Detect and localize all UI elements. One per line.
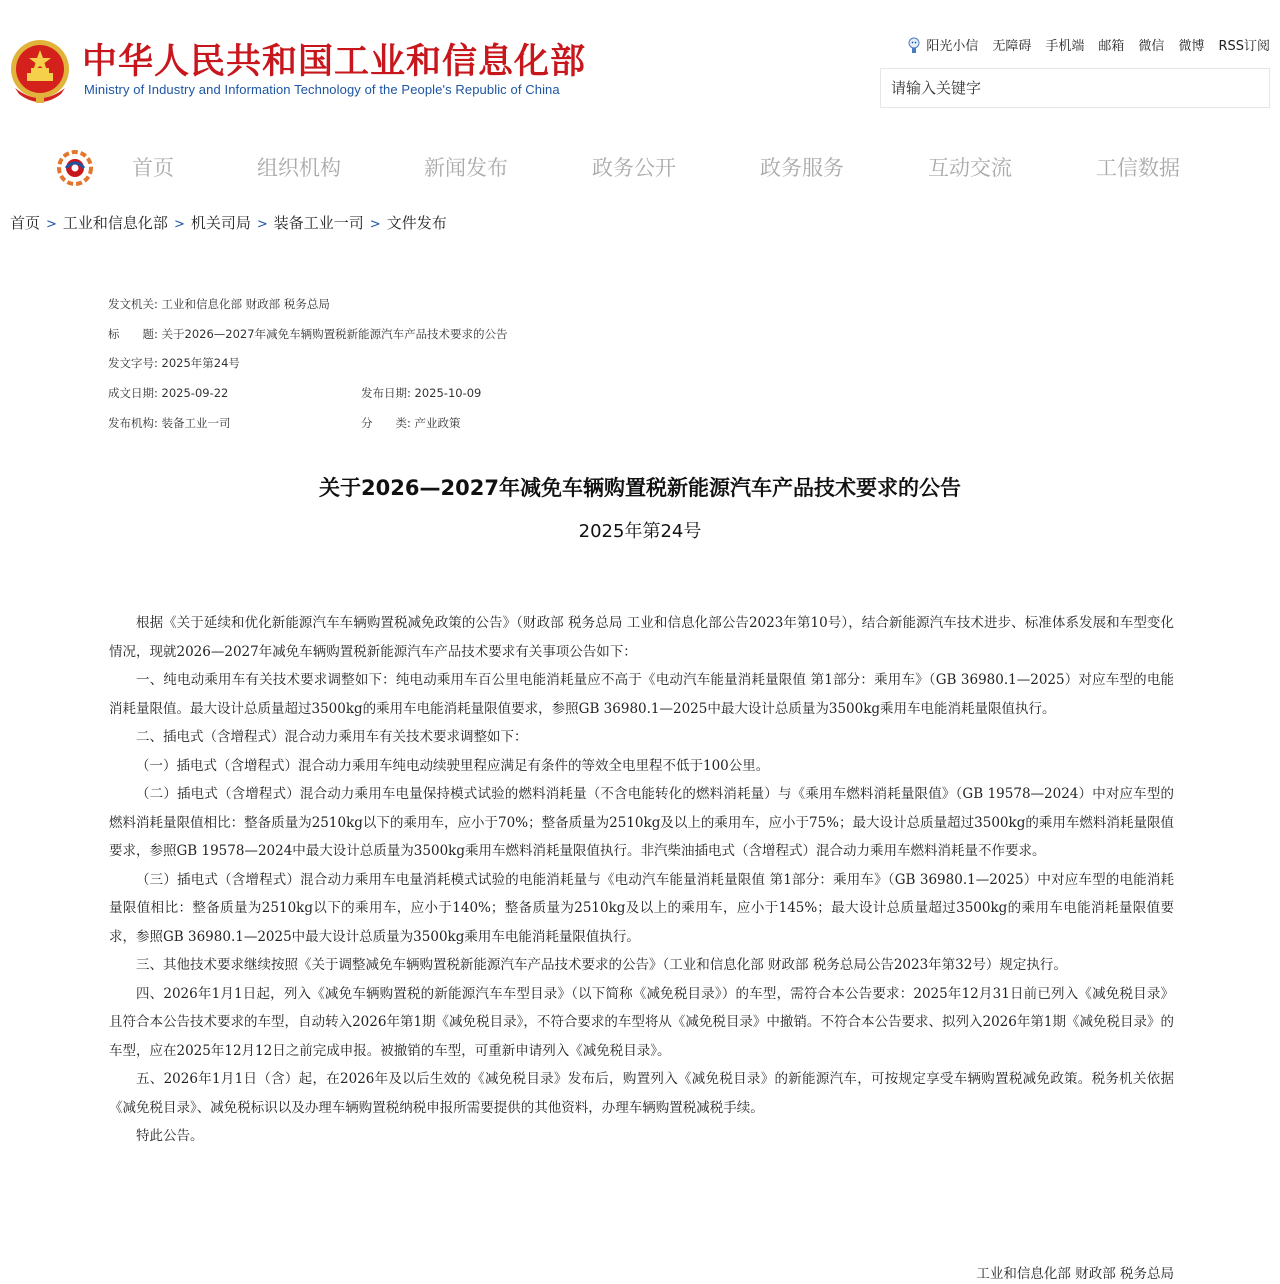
nav-interaction[interactable]: 互动交流 (928, 156, 1012, 180)
doc-paragraph: （三）插电式（含增程式）混合动力乘用车电量消耗模式试验的电能消耗量与《电动汽车能量消耗量限值 第1部分：乘用车》（GB 36980.1—2025）中对应车型的电能消耗量限值相比：整备质量为2510kg以下的乘用车，应小于140%；整备质量为2510kg及以上的乘用车，应小于145%；最大设计总质量超过3500kg的乘用车电能消耗量限值要求，参照GB 36980.1—2025中最大设计总质量为3500kg乘用车电能消耗量限值执行。 (109, 871, 1174, 945)
link-wechat[interactable]: 微信 (1138, 39, 1165, 54)
breadcrumb (10, 212, 447, 233)
nav-news[interactable]: 新闻发布 (424, 156, 508, 180)
doc-paragraph: （二）插电式（含增程式）混合动力乘用车电量保持模式试验的燃料消耗量（不含电能转化的燃料消耗量）与《乘用车燃料消耗量限值》（GB 19578—2024）中对应车型的燃料消耗量限值相比：整备质量为2510kg以下的乘用车，应小于70%；整备质量为2510kg及以上的乘用车，应小于75%；最大设计总质量超过3500kg的乘用车燃料消耗量限值要求，参照GB 19578—2024中最大设计总质量为3500kg乘用车燃料消耗量限值执行。非汽柴油插电式（含增程式）混合动力乘用车燃料消耗量不作要求。 (109, 786, 1174, 859)
top-links (906, 35, 1270, 54)
meta-docno: 2025年第24号 (161, 356, 240, 370)
meta-issuer: 工业和信息化部 财政部 税务总局 (161, 297, 330, 311)
document-body (109, 609, 1174, 1151)
doc-paragraph: 五、2026年1月1日（含）起，在2026年及以后生效的《减免税目录》发布后，购置列入《减免税目录》的新能源汽车，可按规定享受车辆购置税减免政策。税务机关依据《减免税目录》、减免税标识以及办理车辆购置税纳税申报所需要提供的其他资料，办理车辆购置税减税手续。 (109, 1071, 1174, 1116)
meta-created-row (108, 385, 228, 401)
nav-data[interactable]: 工信数据 (1096, 156, 1180, 180)
nav-organization[interactable]: 组织机构 (257, 156, 341, 180)
search-input[interactable] (881, 69, 1269, 107)
site-logo-subtitle: Ministry of Industry and Information Technology of the People's Republic of China (84, 82, 560, 97)
national-emblem-icon (9, 38, 71, 104)
doc-paragraph: 特此公告。 (136, 1128, 204, 1144)
document-number: 2025年第24号 (578, 521, 702, 542)
breadcrumb-equipment-dept[interactable]: 装备工业一司 (273, 214, 364, 232)
link-accessibility[interactable]: 无障碍 (992, 39, 1032, 54)
doc-paragraph: 根据《关于延续和优化新能源汽车车辆购置税减免政策的公告》（财政部 税务总局 工业和信息化部公告2023年第10号），结合新能源汽车技术进步、标准体系发展和车型变化情况，现就2026—2027年减免车辆购置税新能源汽车产品技术要求有关事项公告如下： (109, 615, 1174, 660)
nav-gov-services[interactable]: 政务服务 (760, 156, 844, 180)
main-nav (0, 150, 1280, 186)
meta-title-label: 标 题: (108, 327, 158, 341)
link-rss[interactable]: RSS订阅 (1218, 39, 1270, 54)
doc-paragraph: （一）插电式（含增程式）混合动力乘用车纯电动续驶里程应满足有条件的等效全电里程不低于100公里。 (136, 757, 770, 774)
meta-issuer-row (108, 296, 330, 312)
meta-title: 关于2026—2027年减免车辆购置税新能源汽车产品技术要求的公告 (161, 327, 508, 341)
meta-created: 2025-09-22 (161, 386, 229, 400)
meta-published-row (361, 385, 481, 401)
breadcrumb-separator-icon: > (256, 217, 268, 232)
doc-paragraph: 四、2026年1月1日起，列入《减免车辆购置税的新能源汽车车型目录》（以下简称《减免税目录》）的车型，需符合本公告要求：2025年12月31日前已列入《减免税目录》且符合本公告技术要求的车型，自动转入2026年第1期《减免税目录》，不符合要求的车型将从《减免税目录》中撤销。不符合本公告要求、拟列入2026年第1期《减免税目录》的车型，应在2025年12月12日之前完成申报。被撤销的车型，可重新申请列入《减免税目录》。 (109, 985, 1174, 1059)
meta-docno-label: 发文字号: (108, 356, 158, 370)
breadcrumb-separator-icon: > (173, 217, 185, 232)
breadcrumb-departments[interactable]: 机关司局 (190, 214, 251, 232)
nav-home[interactable]: 首页 (132, 156, 174, 180)
sunshine-mascot-icon (906, 36, 922, 54)
breadcrumb-home[interactable]: 首页 (10, 214, 41, 232)
meta-published: 2025-10-09 (414, 386, 482, 400)
link-mailbox[interactable]: 邮箱 (1098, 39, 1125, 54)
nav-gov-affairs[interactable]: 政务公开 (592, 156, 676, 180)
meta-docno-row (108, 355, 240, 371)
meta-org: 装备工业一司 (161, 416, 231, 430)
meta-org-label: 发布机构: (108, 416, 158, 430)
site-logo-title[interactable]: 中华人民共和国工业和信息化部 (82, 42, 587, 82)
meta-category-label: 分 类: (361, 416, 411, 430)
breadcrumb-ministry[interactable]: 工业和信息化部 (62, 214, 168, 232)
meta-title-row (108, 326, 508, 342)
meta-category-row (361, 415, 461, 431)
search-box (880, 68, 1270, 108)
link-yangguangxiaoxin[interactable]: 阳光小信 (926, 39, 979, 54)
doc-paragraph: 二、插电式（含增程式）混合动力乘用车有关技术要求调整如下： (136, 729, 528, 745)
link-weibo[interactable]: 微博 (1178, 39, 1205, 54)
breadcrumb-separator-icon: > (369, 217, 381, 232)
doc-paragraph: 三、其他技术要求继续按照《关于调整减免车辆购置税新能源汽车产品技术要求的公告》（工业和信息化部 财政部 税务总局公告2023年第32号）规定执行。 (136, 957, 1067, 973)
breadcrumb-separator-icon: > (46, 217, 57, 232)
document-signature: 工业和信息化部 财政部 税务总局 (976, 1266, 1174, 1282)
meta-published-label: 发布日期: (361, 386, 411, 400)
meta-issuer-label: 发文机关: (108, 297, 158, 311)
meta-category: 产业政策 (414, 416, 461, 430)
meta-org-row (108, 415, 231, 431)
link-mobile[interactable]: 手机端 (1045, 39, 1085, 54)
doc-paragraph: 一、纯电动乘用车有关技术要求调整如下：纯电动乘用车百公里电能消耗量应不高于《电动汽车能量消耗量限值 第1部分：乘用车》（GB 36980.1—2025）对应车型的电能消耗量限值。最大设计总质量超过3500kg的乘用车电能消耗量限值要求，参照GB 36980.1—2025中最大设计总质量为3500kg乘用车电能消耗量限值执行。 (109, 672, 1174, 717)
breadcrumb-file-release[interactable]: 文件发布 (386, 214, 447, 232)
document-title: 关于2026—2027年减免车辆购置税新能源汽车产品技术要求的公告 (319, 476, 961, 500)
meta-created-label: 成文日期: (108, 386, 158, 400)
